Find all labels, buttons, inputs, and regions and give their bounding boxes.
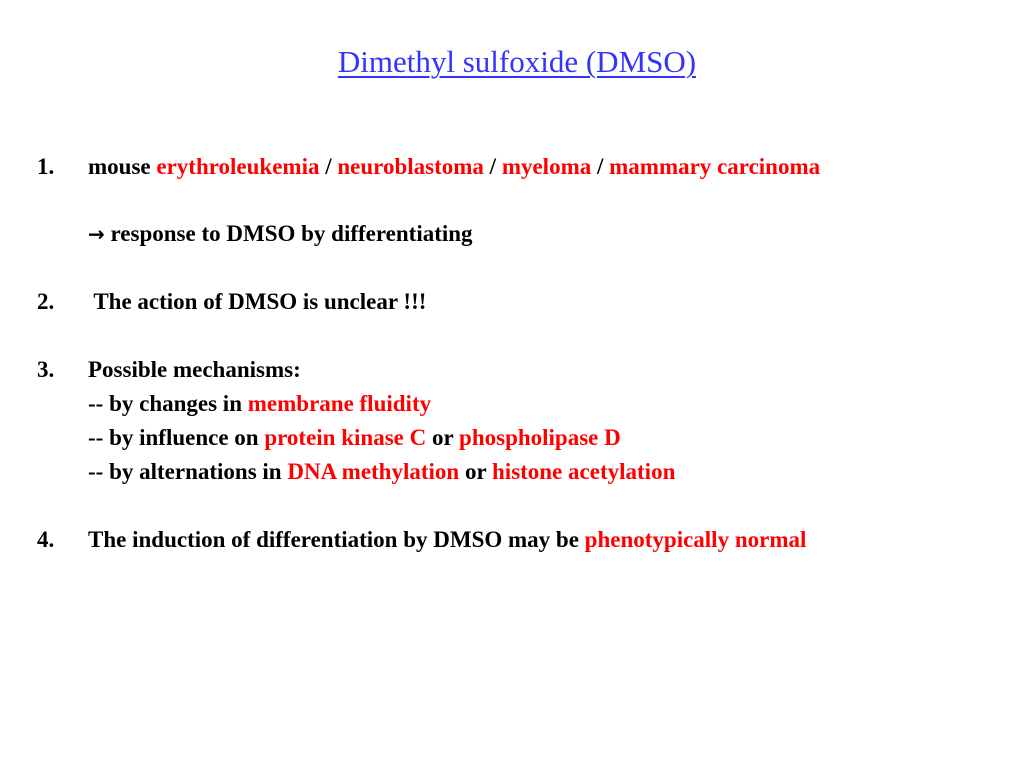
sub-text: response to DMSO by differentiating (104, 221, 473, 246)
conjunction: or (426, 425, 460, 450)
conjunction: or (459, 459, 493, 484)
term-erythroleukemia: erythroleukemia (156, 154, 320, 179)
item-text: Possible mechanisms: (88, 357, 301, 382)
term-protein-kinase-c: protein kinase C (264, 425, 427, 450)
separator: / (483, 154, 502, 179)
item-number: 3. (37, 357, 55, 382)
term-phenotypically-normal: phenotypically normal (584, 527, 807, 552)
item-number: 2. (37, 289, 55, 314)
term-dna-methylation: DNA methylation (287, 459, 460, 484)
mechanism-prefix: -- by alternations in (88, 459, 288, 484)
term-phospholipase-d: phospholipase D (459, 425, 621, 450)
item-text: The induction of differentiation by DMSO may be (88, 527, 585, 552)
slide-title: Dimethyl sulfoxide (DMSO) (337, 44, 697, 79)
term-neuroblastoma: neuroblastoma (337, 154, 484, 179)
term-histone-acetylation: histone acetylation (492, 459, 676, 484)
mechanism-prefix: -- by influence on (88, 425, 265, 450)
item-text (88, 153, 820, 181)
term-mammary-carcinoma: mammary carcinoma (609, 154, 821, 179)
arrow-right-icon: → (88, 222, 105, 246)
text-prefix: mouse (88, 154, 157, 179)
term-membrane-fluidity: membrane fluidity (247, 391, 432, 416)
term-myeloma: myeloma (501, 154, 592, 179)
item-text: The action of DMSO is unclear !!! (88, 289, 427, 314)
mechanism-prefix: -- by changes in (88, 391, 248, 416)
separator: / (319, 154, 338, 179)
separator: / (591, 154, 610, 179)
item-number: 1. (37, 154, 55, 179)
item-number: 4. (37, 527, 55, 552)
